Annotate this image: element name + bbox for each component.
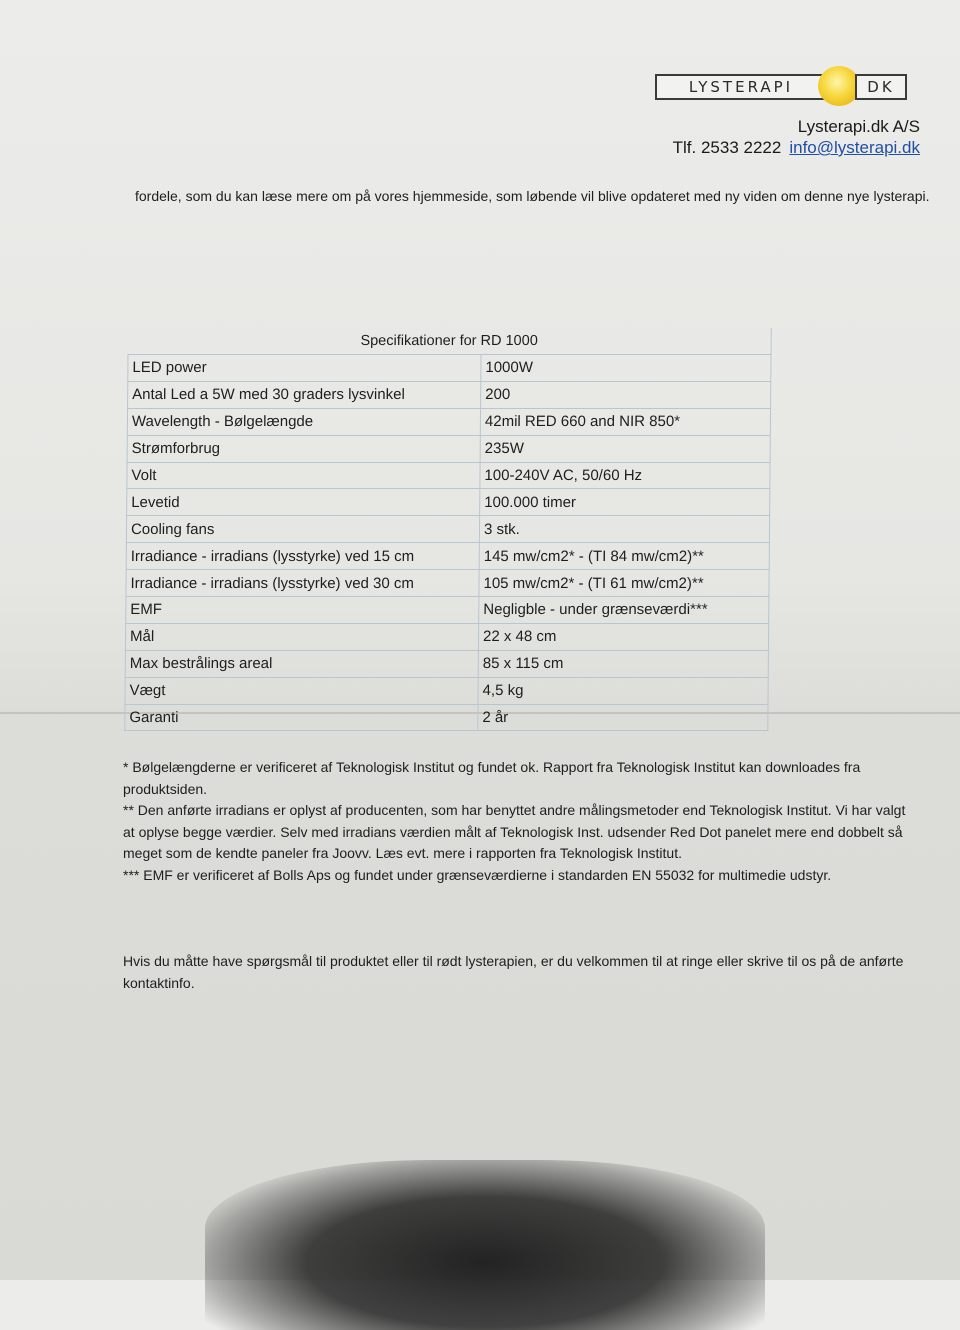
- spec-value: 100-240V AC, 50/60 Hz: [480, 462, 770, 489]
- photo-shadow: [205, 1160, 765, 1330]
- spec-value: 1000W: [481, 355, 771, 382]
- spec-value: 145 mw/cm2* - (TI 84 mw/cm2)**: [479, 543, 769, 570]
- logo-right-text: DK: [855, 74, 907, 100]
- spec-label: Irradiance - irradians (lysstyrke) ved 30 cm: [126, 570, 479, 597]
- table-row: [126, 516, 769, 543]
- email-link[interactable]: info@lysterapi.dk: [789, 138, 920, 157]
- spec-value: 3 stk.: [479, 516, 769, 543]
- spec-label: Cooling fans: [126, 516, 479, 543]
- spec-table-title: Specifikationer for RD 1000: [128, 328, 772, 354]
- spec-label: Wavelength - Bølgelængde: [127, 408, 480, 435]
- spec-label: Levetid: [127, 489, 480, 516]
- spec-value: 100.000 timer: [480, 489, 770, 516]
- spec-value: 42mil RED 660 and NIR 850*: [480, 408, 770, 435]
- table-row: [126, 543, 769, 570]
- spec-label: Antal Led a 5W med 30 graders lysvinkel: [128, 381, 481, 408]
- table-row: [126, 570, 769, 597]
- table-row: [127, 489, 770, 516]
- spec-value: 85 x 115 cm: [478, 650, 768, 677]
- table-row: [125, 704, 768, 731]
- table-row: [127, 462, 770, 489]
- sun-icon: [818, 66, 860, 106]
- spec-value: 22 x 48 cm: [478, 623, 768, 650]
- phone-number: Tlf. 2533 2222: [672, 138, 782, 157]
- spec-label: EMF: [126, 597, 479, 624]
- spec-value: Negligble - under grænseværdi***: [479, 597, 769, 624]
- company-logo: [655, 66, 905, 106]
- spec-value: 105 mw/cm2* - (TI 61 mw/cm2)**: [479, 570, 769, 597]
- spec-label: Mål: [125, 623, 478, 650]
- footnotes: [123, 757, 913, 886]
- spec-label: LED power: [128, 355, 481, 382]
- intro-paragraph: fordele, som du kan læse mere om på vores hjemmeside, som løbende vil blive opdateret med ny viden om denne nye lysterapi.: [135, 188, 930, 204]
- spec-label: Vægt: [125, 677, 478, 704]
- spec-table-grid: [124, 354, 771, 731]
- table-row: [126, 597, 769, 624]
- spec-value: 235W: [480, 435, 770, 462]
- closing-paragraph: Hvis du måtte have spørgsmål til produktet eller til rødt lysterapien, er du velkommen til at ringe eller skrive til os på de anførte kontaktinfo.: [123, 953, 904, 991]
- table-row: [125, 623, 768, 650]
- spec-value: 2 år: [478, 704, 768, 731]
- spec-label: Irradiance - irradians (lysstyrke) ved 15 cm: [126, 543, 479, 570]
- footnote-2: ** Den anførte irradians er oplyst af producenten, som har benyttet andre målingsmetoder end Teknologisk Institut. Vi har valgt at oplyse begge værdier. Selv med irradians værdien målt af Teknologisk Inst. udsender Red Dot panelet mere end dobbelt så meget som de kendte paneler fra Joovv. Læs evt. mere i rapporten fra Teknologisk Institut.: [123, 802, 906, 861]
- spec-label: Garanti: [125, 704, 478, 731]
- spec-label: Max bestrålings areal: [125, 650, 478, 677]
- company-name: Lysterapi.dk A/S: [797, 117, 920, 136]
- logo-left-text: LYSTERAPI: [655, 74, 827, 100]
- spec-table: [124, 328, 772, 731]
- spec-value: 4,5 kg: [478, 677, 768, 704]
- spec-label: Strømforbrug: [127, 435, 480, 462]
- table-row: [127, 408, 770, 435]
- table-row: [128, 355, 771, 382]
- contact-line: [673, 138, 920, 158]
- footnote-1: * Bølgelængderne er verificeret af Teknologisk Institut og fundet ok. Rapport fra Teknologisk Institut kan downloades fra produktsiden.: [123, 759, 861, 797]
- footnote-3: *** EMF er verificeret af Bolls Aps og fundet under grænseværdierne i standarden EN 55032 for multimedie udstyr.: [123, 866, 832, 883]
- table-row: [128, 381, 771, 408]
- table-row: [125, 677, 768, 704]
- table-row: [125, 650, 768, 677]
- spec-value: 200: [481, 381, 771, 408]
- table-row: [127, 435, 770, 462]
- spec-label: Volt: [127, 462, 480, 489]
